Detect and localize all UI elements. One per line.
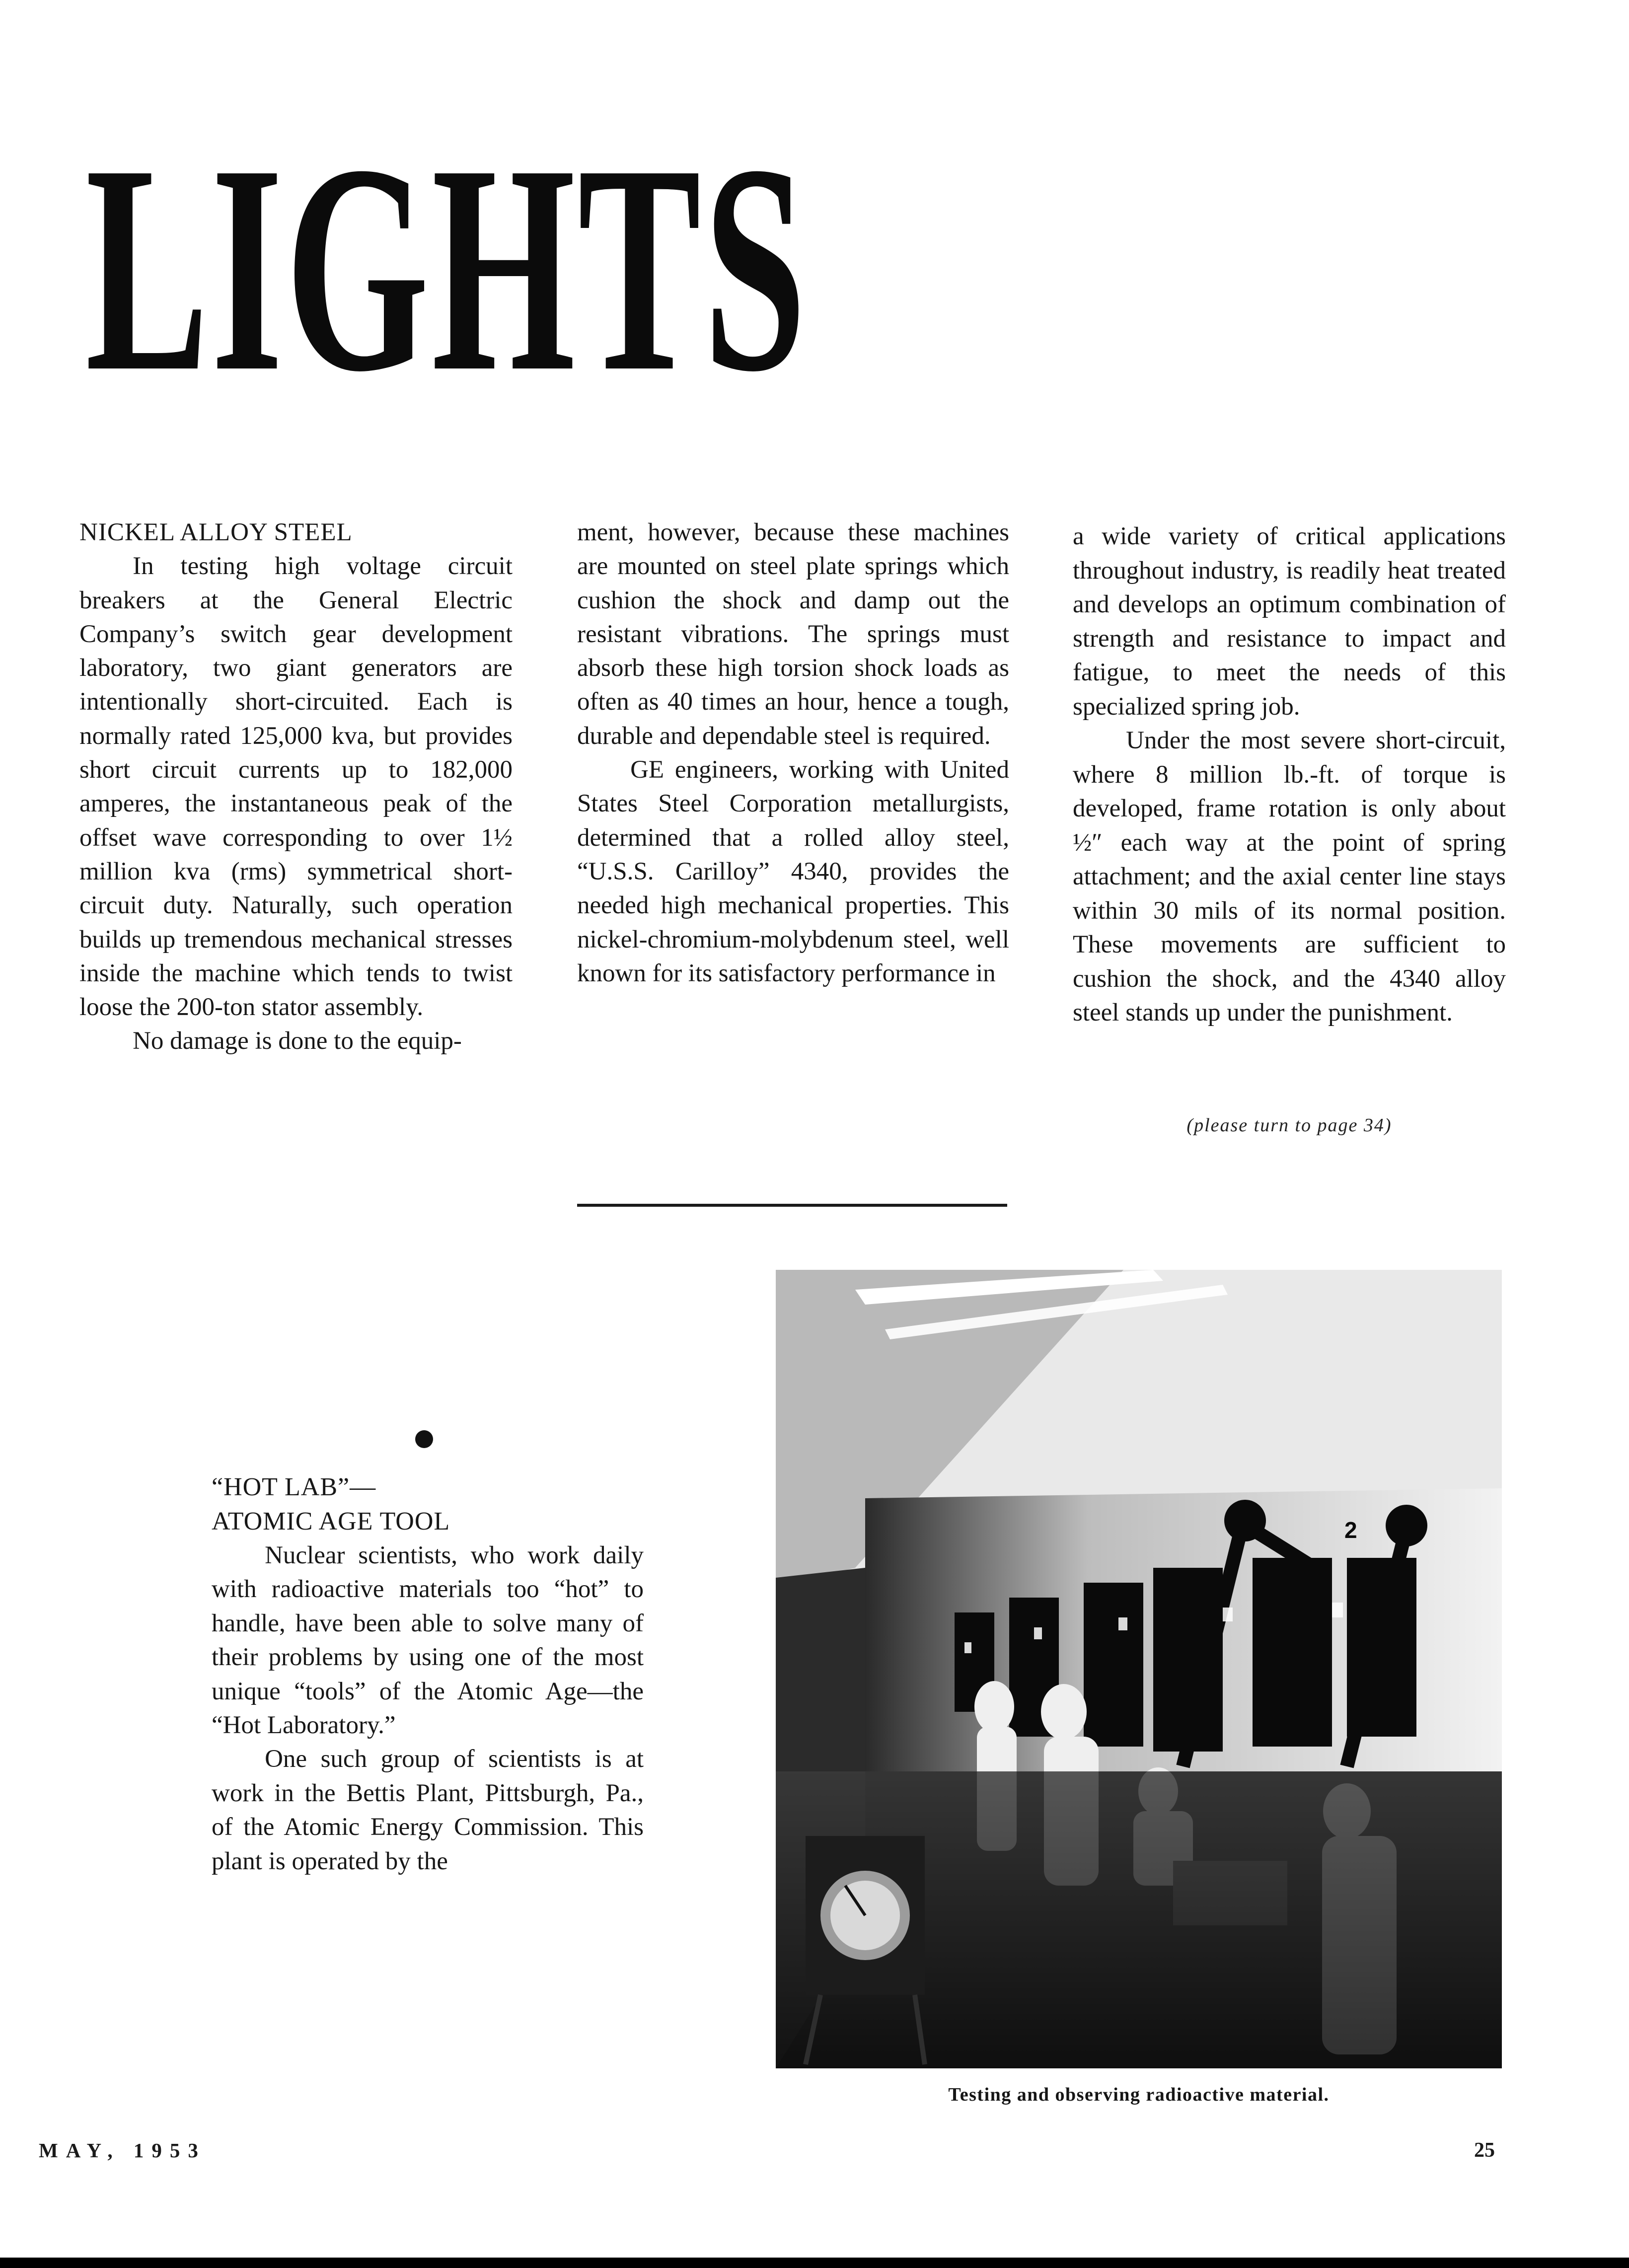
bullet-dot-icon <box>415 1430 433 1448</box>
paragraph: a wide variety of critical applications throughout industry, is readily heat treated and develops an optimum combination of strength and resistance to impact and fatigue, to meet the needs of this specialized spring job. <box>1073 522 1506 721</box>
hot-lab-photo <box>776 1270 1502 2068</box>
issue-date: MAY, 1953 <box>39 2139 206 2162</box>
page-number: 25 <box>1474 2139 1495 2162</box>
headline: LIGHTS <box>85 103 809 433</box>
paragraph: No damage is done to the equip- <box>133 1027 462 1055</box>
bottom-edge-bar <box>0 2258 1629 2268</box>
sign-number: 2 <box>1344 1517 1357 1543</box>
paragraph: One such group of scientists is at work in the Bettis Plant, Pittsburgh, Pa., of the Atomic Energy Commission. This plant is operated by the <box>212 1745 644 1875</box>
section-divider <box>577 1204 1007 1207</box>
article-hot-lab <box>212 1470 644 1878</box>
paragraph: GE engineers, working with United States Steel Corporation metallurgists, determined that a rolled alloy steel, “U.S.S. Carilloy” 4340, provides the needed high mechanical properties. This nickel-chromium-molybdenum steel, well known for its satisfactory performance in <box>577 756 1009 987</box>
continuation-note: (please turn to page 34) <box>1186 1115 1392 1136</box>
paragraph: Nuclear scientists, who work daily with radioactive materials too “hot” to handle, have been able to solve many of their problems by using one of the most unique “tools” of the Atomic Age—the “Hot Laboratory.” <box>212 1541 644 1740</box>
paragraph: Under the most severe short-circuit, where 8 million lb.-ft. of torque is developed, frame rotation is only about ½″ each way at the point of spring attachment; and the axial center line stays within 30 mils of its normal position. These movements are sufficient to cushion the shock, and the 4340 alloy steel stands up under the punishment. <box>1073 727 1506 1026</box>
section-heading-hot-lab: “HOT LAB”— <box>212 1473 376 1501</box>
photo-caption: Testing and observing radioactive material. <box>948 2084 1330 2105</box>
article-column-2 <box>577 515 1009 990</box>
paragraph: ment, however, because these machines are mounted on steel plate springs which cushion the shock and damp out the resistant vibrations. The springs must absorb these high torsion shock loads as often as 40 times an hour, hence a tough, durable and dependable steel is required. <box>577 518 1009 750</box>
section-subheading-atomic-age-tool: ATOMIC AGE TOOL <box>212 1507 450 1536</box>
paragraph: In testing high voltage circuit breakers at the General Electric Company’s switch gear development laboratory, two giant generators are intentionally short-circuited. Each is normally rated 125,000 kva, but provides short circuit currents up to 182,000 amperes, the instantaneous peak of the offset wave corresponding to over 1½ million kva (rms) symmetrical short-circuit duty. Naturally, such operation builds up tremendous mechanical stresses inside the machine which tends to twist loose the 200-ton stator assembly. <box>79 552 513 1022</box>
section-heading-nickel-alloy-steel: NICKEL ALLOY STEEL <box>79 518 353 546</box>
article-column-1 <box>79 515 513 1058</box>
article-column-3 <box>1073 519 1506 1030</box>
